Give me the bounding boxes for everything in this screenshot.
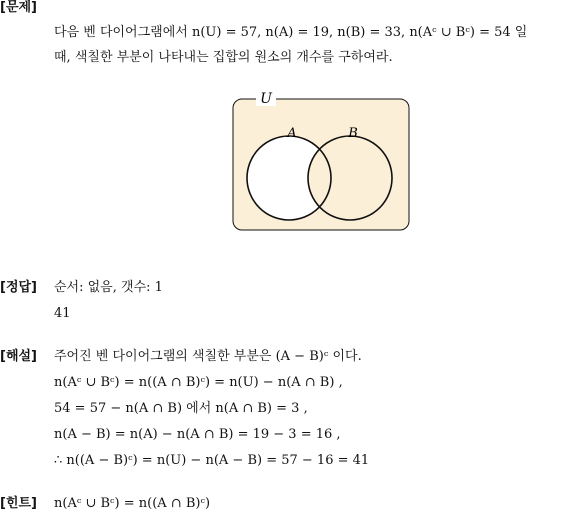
hint-line-1: n(Aᶜ ∪ Bᶜ) = n((A ∩ B)ᶜ) [54, 496, 211, 511]
problem-line-2: 때, 색칠한 부분이 나타내는 집합의 원소의 개수를 구하여라. [54, 50, 393, 65]
solution-line-3: 54 = 57 − n(A ∩ B) 에서 n(A ∩ B) = 3 , [54, 401, 308, 416]
venn-diagram [232, 91, 412, 233]
answer-line-1: 순서: 없음, 갯수: 1 [54, 280, 163, 295]
problem-line-1: 다음 벤 다이어그램에서 n(U) = 57, n(A) = 19, n(B) = 33, n(Aᶜ ∪ Bᶜ) = 54 일 [54, 25, 528, 40]
set-a-label: A [287, 126, 297, 141]
universe-label: U [260, 91, 272, 107]
problem-tag: [문제] [0, 0, 37, 15]
answer-tag: [정답] [0, 280, 37, 295]
solution-line-2: n(Aᶜ ∪ Bᶜ) = n((A ∩ B)ᶜ) = n(U) − n(A ∩ B) , [54, 375, 343, 390]
hint-tag: [힌트] [0, 496, 37, 511]
set-b-label: B [348, 126, 358, 141]
solution-line-5: ∴ n((A − B)ᶜ) = n(U) − n(A − B) = 57 − 16 = 41 [54, 453, 370, 468]
solution-tag: [해설] [0, 349, 37, 364]
answer-value: 41 [54, 306, 71, 321]
solution-line-1: 주어진 벤 다이어그램의 색칠한 부분은 (A − B)ᶜ 이다. [54, 349, 362, 364]
solution-line-4: n(A − B) = n(A) − n(A ∩ B) = 19 − 3 = 16 , [54, 427, 341, 442]
